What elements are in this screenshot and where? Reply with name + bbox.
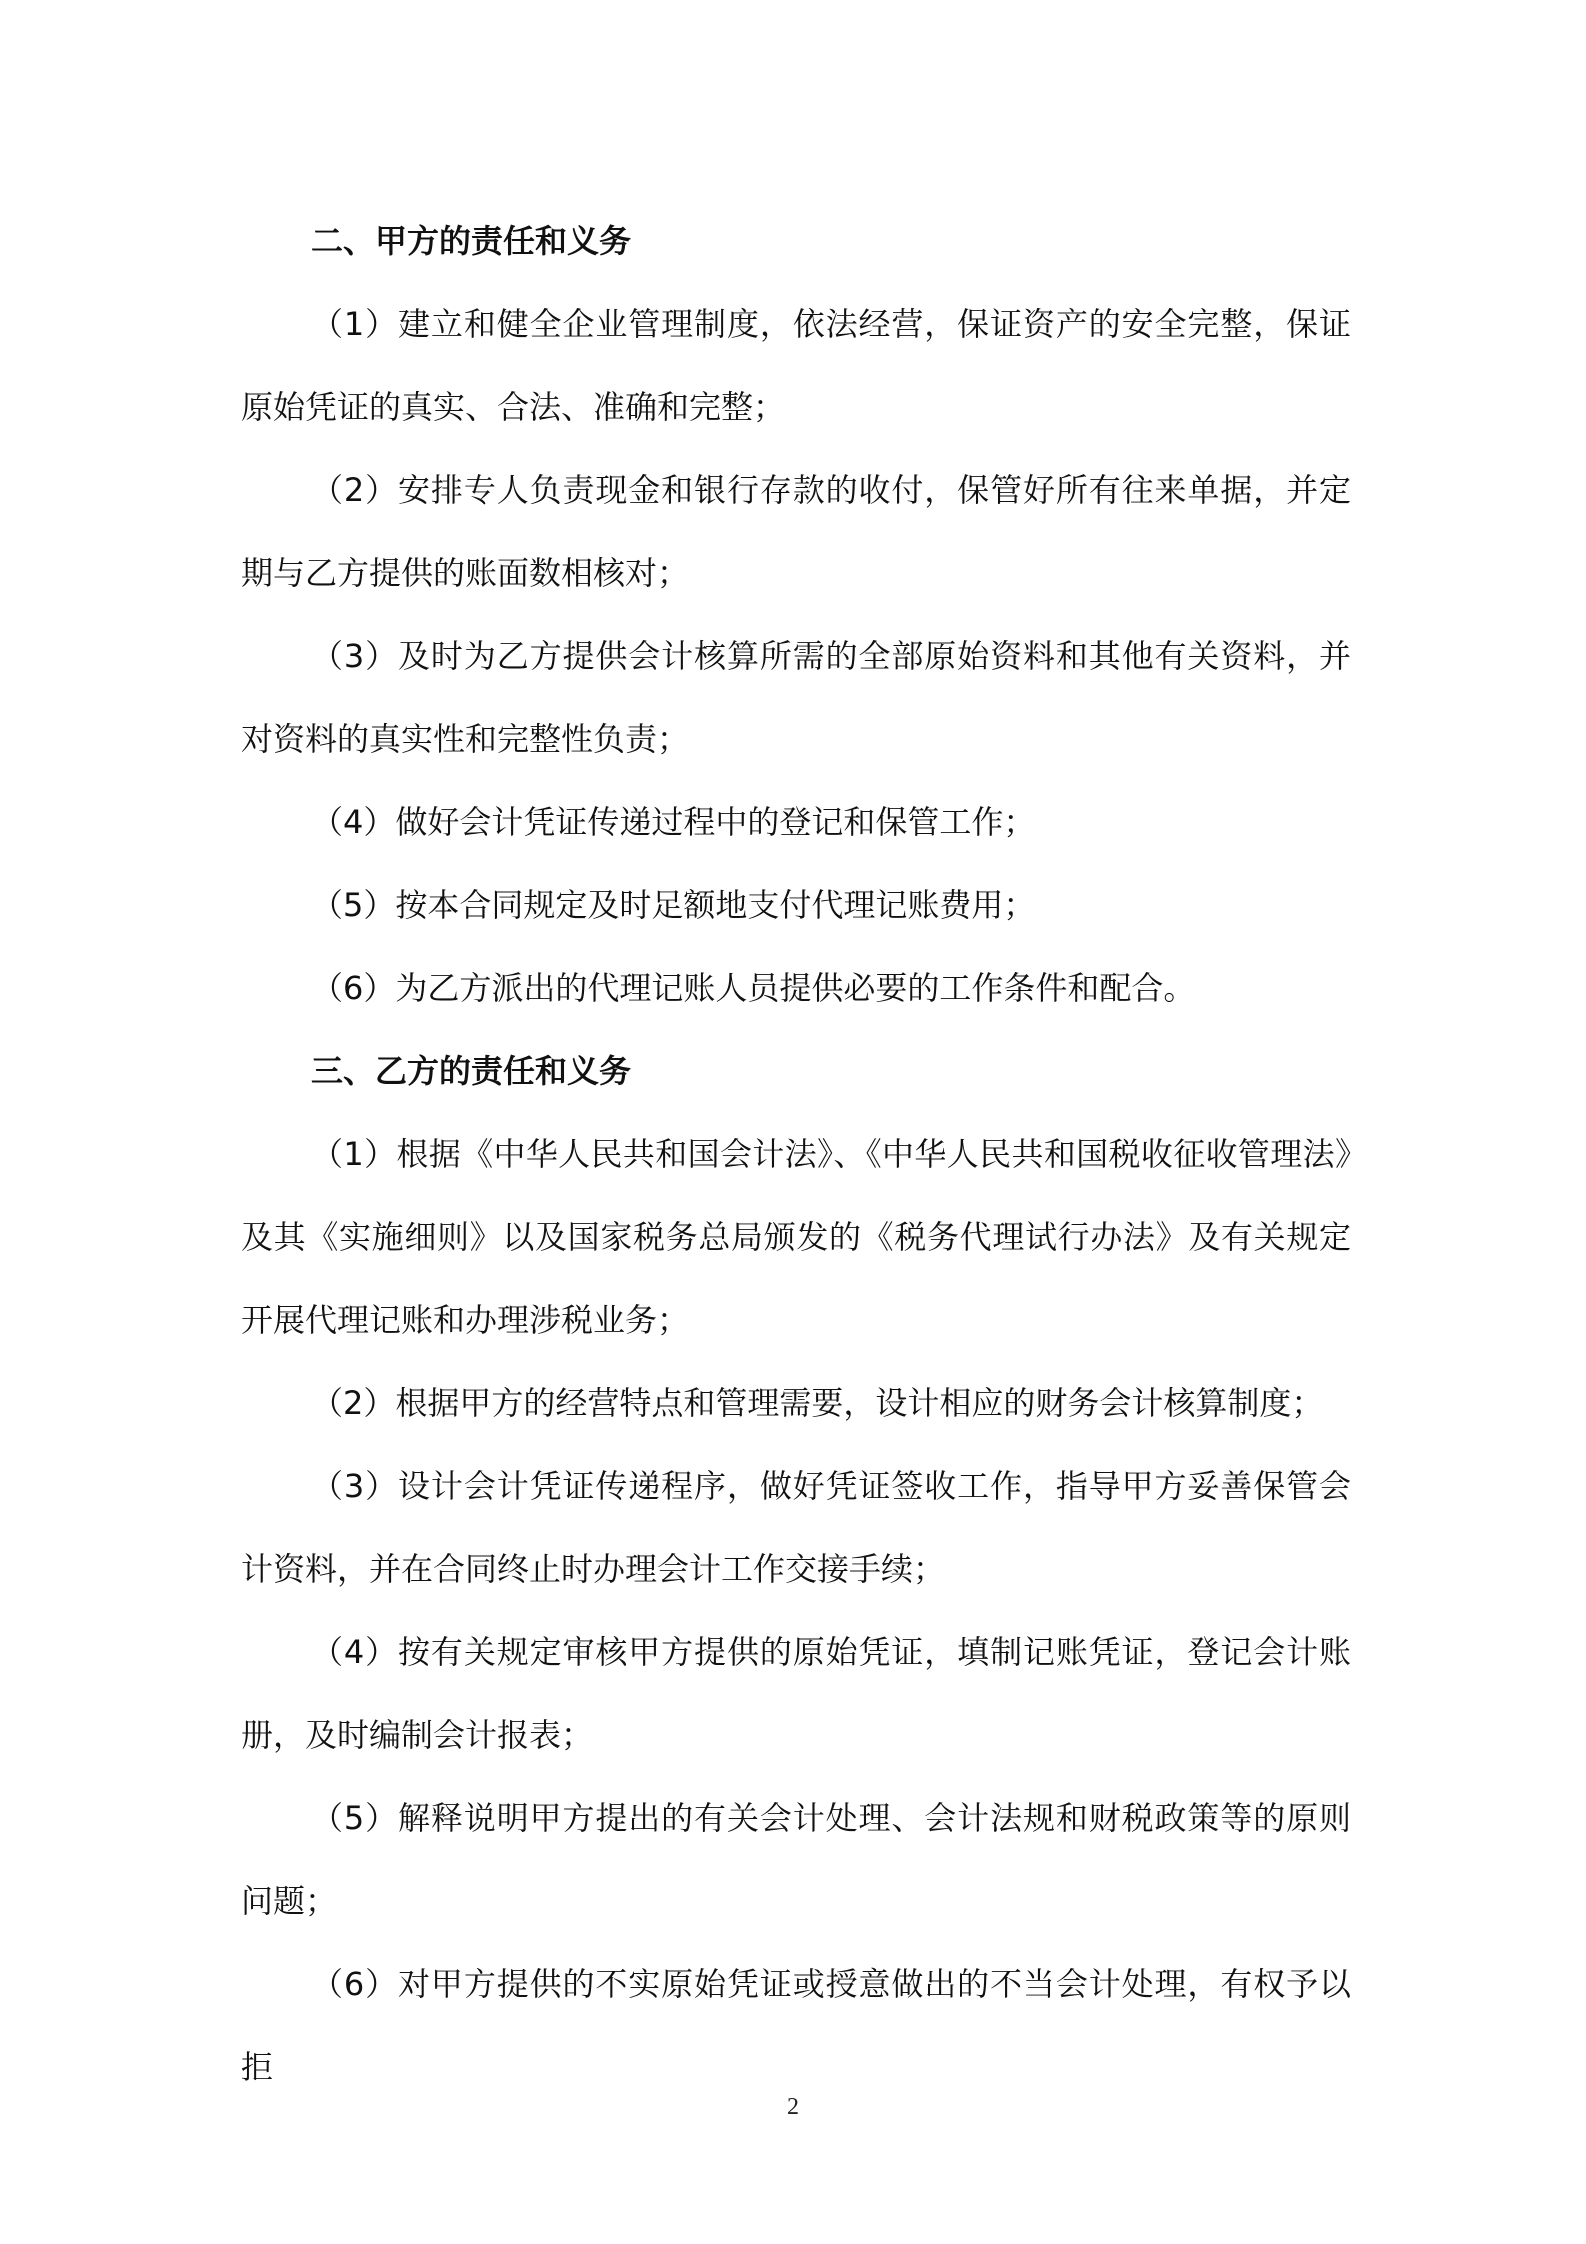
party-a-item-6: （6）为乙方派出的代理记账人员提供必要的工作条件和配合。	[311, 969, 1196, 1007]
party-b-item-4: （4）按有关规定审核甲方提供的原始凭证，填制记账凭证，登记会计账册，及时编制会计报表；	[241, 1633, 1351, 1754]
party-a-item-3: （3）及时为乙方提供会计核算所需的全部原始资料和其他有关资料，并对资料的真实性和完整性负责；	[241, 637, 1351, 758]
party-b-item-3: （3）设计会计凭证传递程序，做好凭证签收工作，指导甲方妥善保管会计资料，并在合同终止时办理会计工作交接手续；	[241, 1467, 1351, 1588]
page-number: 2	[787, 2094, 799, 2120]
party-a-item-2: （2）安排专人负责现金和银行存款的收付，保管好所有往来单据，并定期与乙方提供的账面数相核对；	[241, 471, 1351, 592]
party-b-item-2: （2）根据甲方的经营特点和管理需要，设计相应的财务会计核算制度；	[311, 1384, 1324, 1422]
party-b-item-5: （5）解释说明甲方提出的有关会计处理、会计法规和财税政策等的原则问题；	[241, 1799, 1351, 1920]
party-b-item-1: （1）根据《中华人民共和国会计法》、《中华人民共和国税收征收管理法》及其《实施细则》以及国家税务总局颁发的《税务代理试行办法》及有关规定开展代理记账和办理涉税业务；	[241, 1135, 1351, 1339]
section-heading-party-a: 二、甲方的责任和义务	[311, 222, 632, 260]
document-body	[241, 200, 1351, 2109]
party-a-item-4: （4）做好会计凭证传递过程中的登记和保管工作；	[311, 803, 1036, 841]
section-heading-party-b: 三、乙方的责任和义务	[311, 1052, 632, 1090]
party-a-item-1: （1）建立和健全企业管理制度，依法经营，保证资产的安全完整，保证原始凭证的真实、合法、准确和完整；	[241, 305, 1351, 426]
party-a-item-5: （5）按本合同规定及时足额地支付代理记账费用；	[311, 886, 1036, 924]
party-b-item-6: （6）对甲方提供的不实原始凭证或授意做出的不当会计处理，有权予以拒	[241, 1965, 1351, 2086]
